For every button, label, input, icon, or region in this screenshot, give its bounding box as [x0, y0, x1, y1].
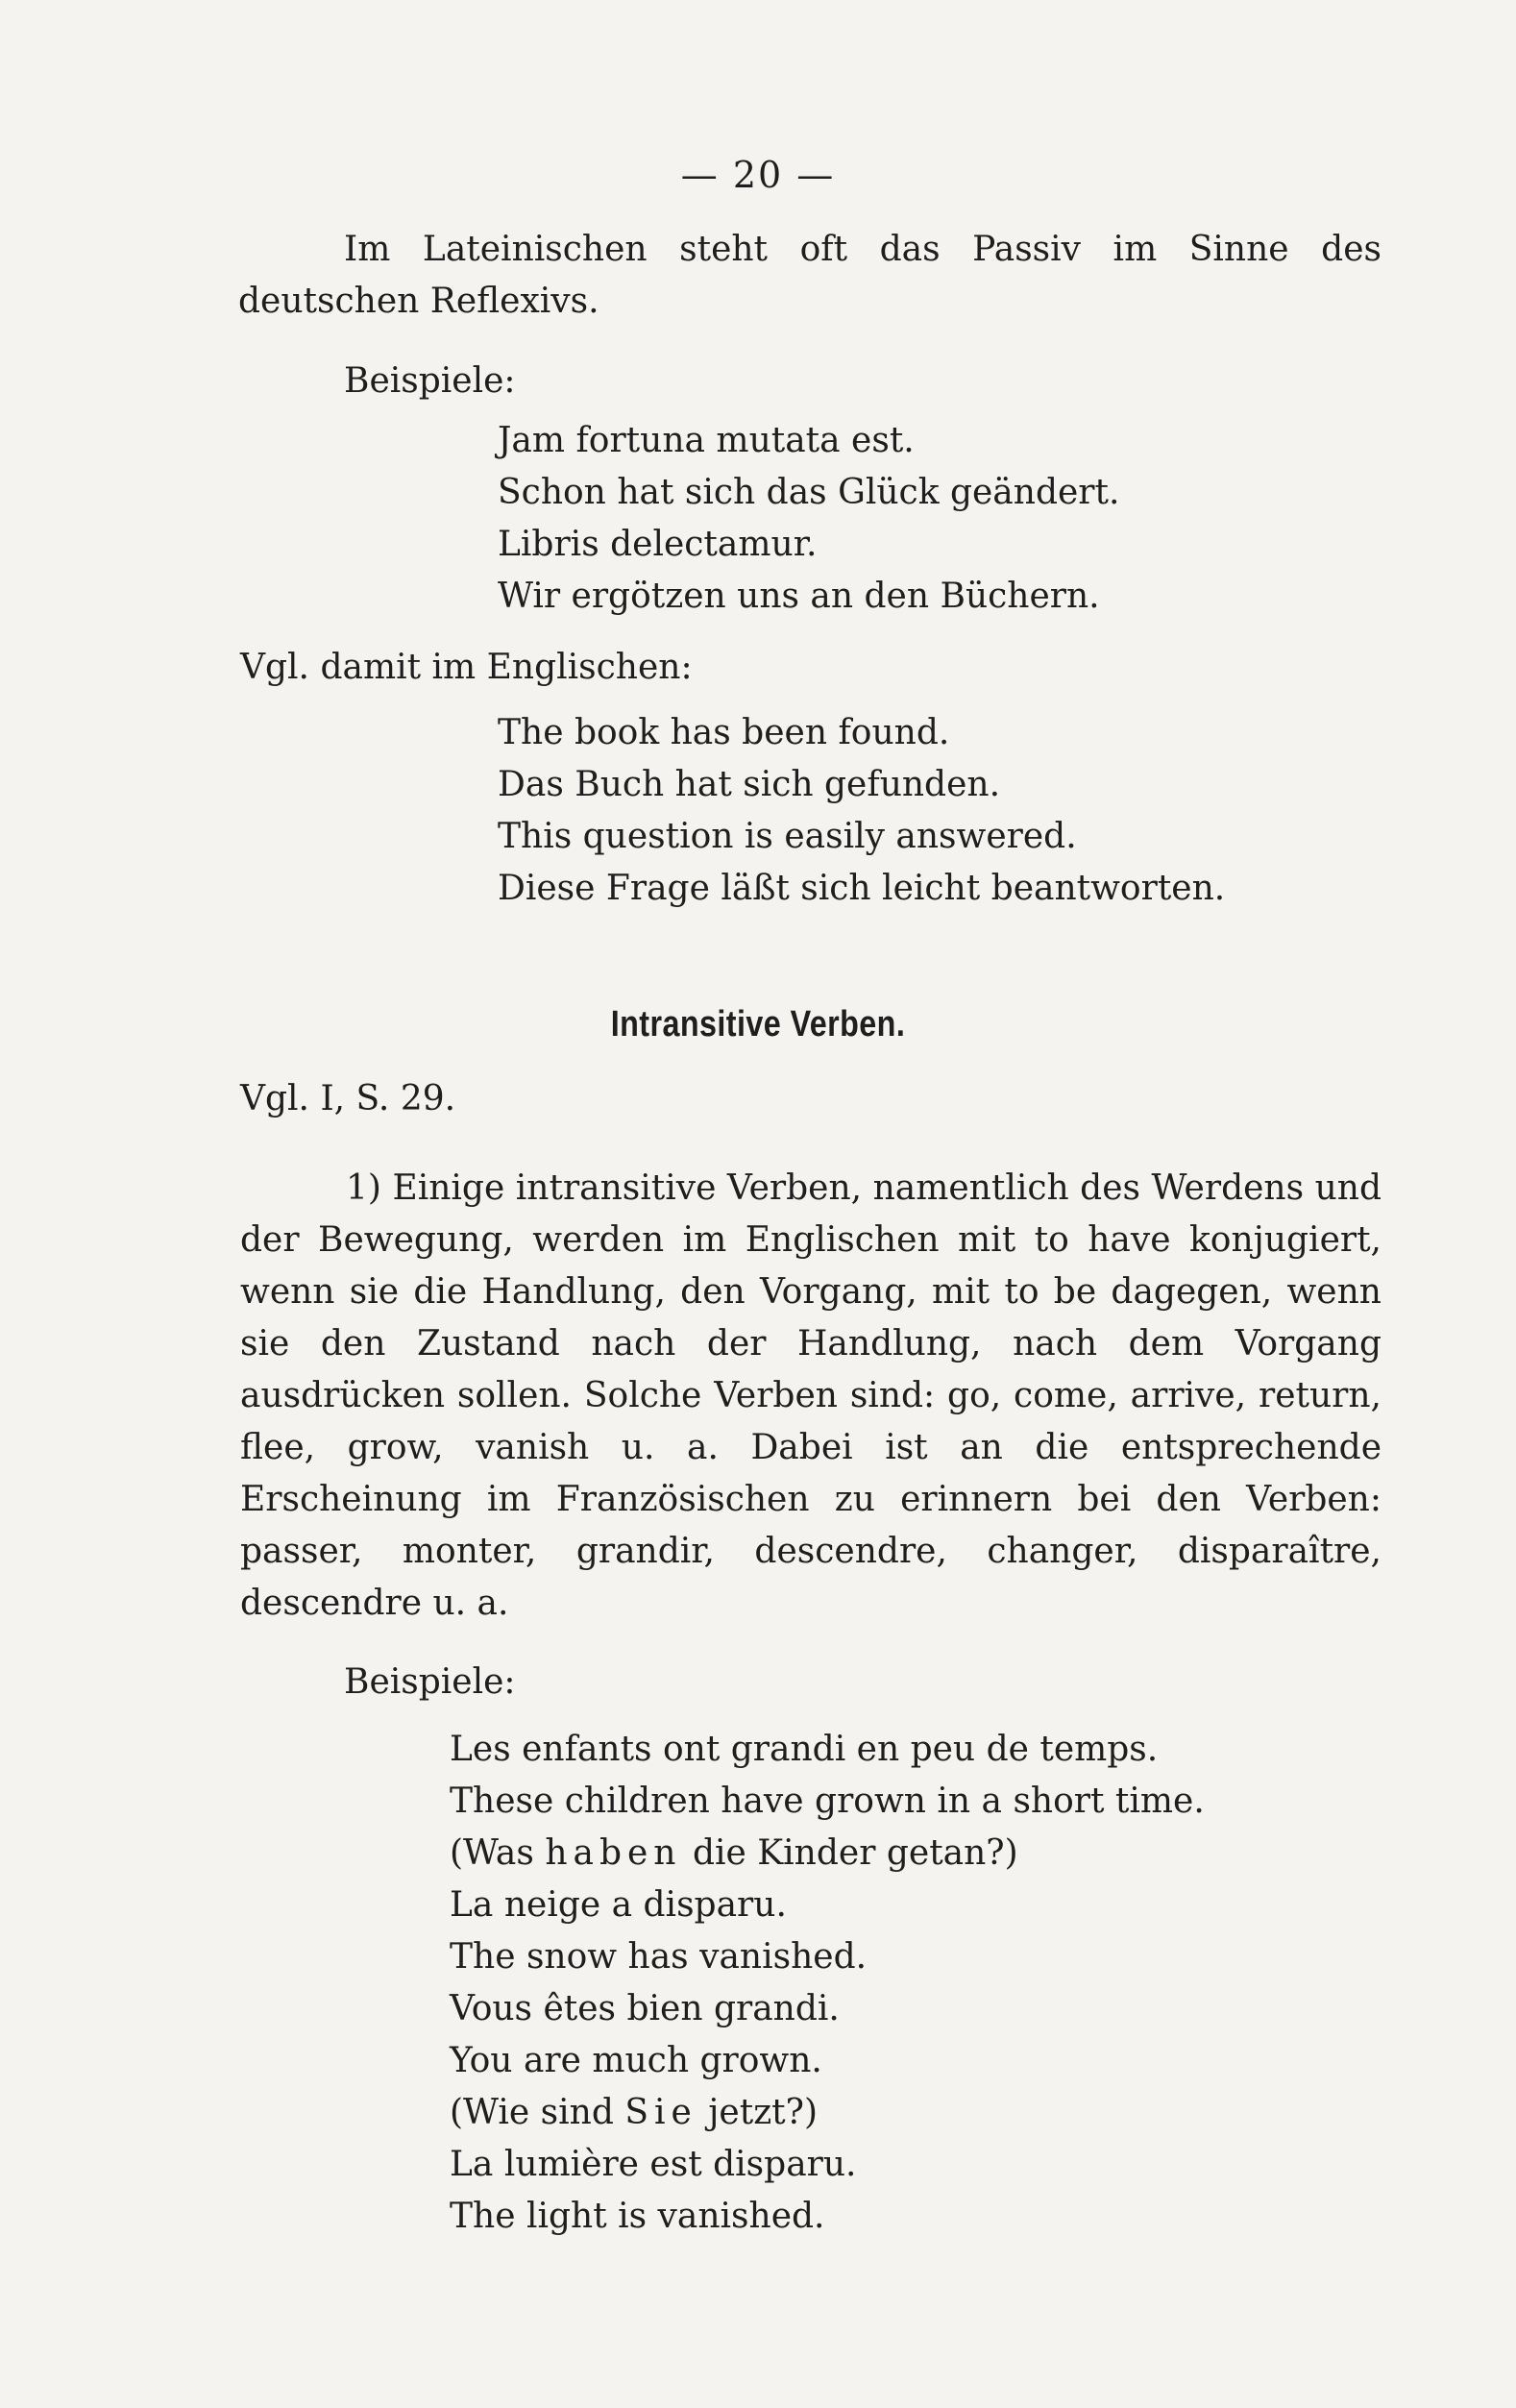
example-line: La lumière est disparu.: [450, 2145, 857, 2184]
example-line: Libris delectamur.: [498, 525, 818, 564]
example-line: Diese Frage läßt sich leicht beantworten.: [498, 869, 1226, 908]
paragraph-latin-passive: Im Lateinischen steht oft das Passiv im Sinne des deutschen Reflexivs.: [238, 230, 1382, 321]
section-heading: Intransitive Verben.: [610, 1004, 906, 1044]
examples-english: [498, 707, 1225, 915]
compare-english-label: Vgl. damit im Englischen:: [240, 648, 693, 687]
example-line: You are much grown.: [450, 2041, 822, 2080]
examples-label-2: Beispiele:: [344, 1662, 516, 1702]
example-line: The light is vanished.: [450, 2197, 825, 2236]
emphasized-word: Sie: [624, 2093, 697, 2132]
examples-french-english: [450, 1724, 1205, 2243]
example-line: The book has been found.: [498, 713, 950, 752]
example-text: (Wie sind: [450, 2093, 625, 2132]
example-line: La neige a disparu.: [450, 1885, 787, 1925]
example-line: This question is easily answered.: [498, 817, 1077, 856]
example-line: Jam fortuna mutata est.: [498, 421, 915, 460]
reference-label: Vgl. I, S. 29.: [240, 1079, 456, 1118]
example-line: Les enfants ont grandi en peu de temps.: [450, 1730, 1159, 1769]
example-line: Schon hat sich das Glück geändert.: [498, 473, 1120, 512]
emphasized-word: haben: [545, 1833, 682, 1873]
example-line: The snow has vanished.: [450, 1937, 868, 1977]
example-line: Vous êtes bien grandi.: [450, 1989, 840, 2028]
page-number: — 20 —: [680, 154, 836, 196]
example-line: [450, 1828, 1205, 1880]
example-text: (Was: [450, 1833, 546, 1873]
example-line: [450, 2087, 1205, 2139]
example-text: die Kinder getan?): [681, 1833, 1018, 1873]
example-line: These children have grown in a short time.: [450, 1781, 1205, 1821]
example-line: Das Buch hat sich gefunden.: [498, 765, 1001, 804]
example-line: Wir ergötzen uns an den Büchern.: [498, 577, 1100, 616]
examples-label-1: Beispiele:: [344, 361, 516, 401]
example-text: jetzt?): [697, 2093, 818, 2132]
examples-latin: [498, 415, 1119, 623]
paragraph-intransitive-verbs: 1) Einige intransitive Verben, namentlich des Werdens und der Bewegung, werden im Englischen mit to have konjugiert, wenn sie die Handlung, den Vorgang, mit to be dagegen, wenn sie den Zustand nach der Handlung, nach dem Vorgang ausdrücken sollen. Solche Verben sind: go, come, arrive, return, flee, grow, vanish u. a. Dabei ist an die entsprechende Erscheinung im Französischen zu erinnern bei den Verben: passer, monter, grandir, descendre, changer, disparaître, descendre u. a.: [240, 1168, 1382, 1623]
